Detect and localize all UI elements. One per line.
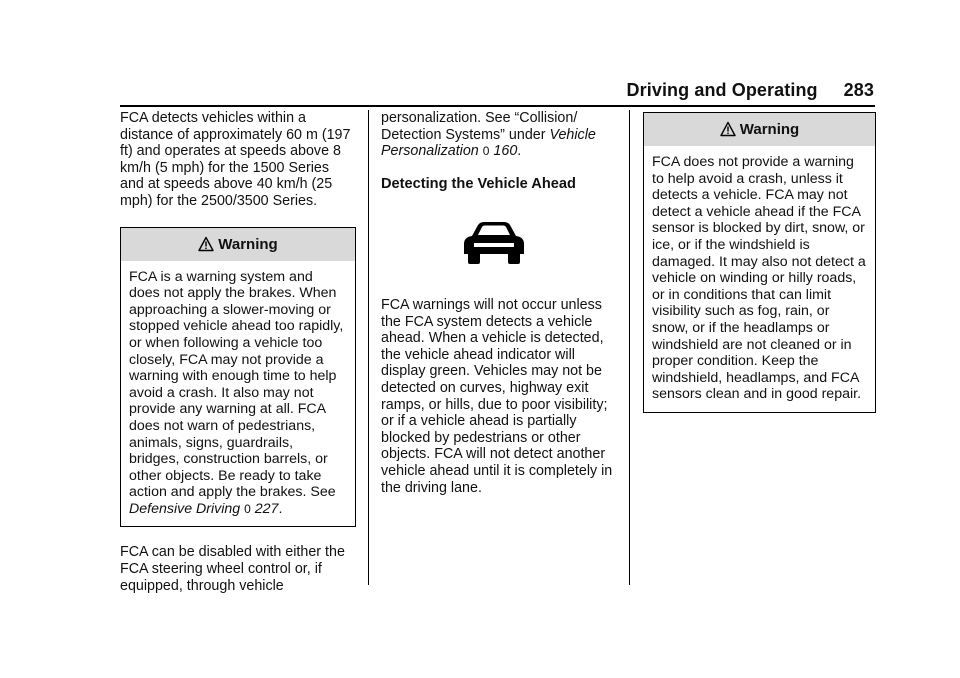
column-2 [381, 110, 617, 496]
header-rule [120, 105, 875, 107]
vehicle-ahead-indicator-icon [458, 220, 530, 266]
column-3 [643, 110, 876, 413]
cross-reference-link[interactable]: Vehicle Personalization 0 160 [381, 126, 596, 160]
warning-title: Warning [218, 235, 278, 253]
detection-paragraph: FCA warnings will not occur unless the FCA system detects a vehicle ahead. When a vehicle is detected, the vehicle ahead indicator will display green. Vehicles may not be detected on curves, highway exit ramps, or hills, due to poor visibility; or if a vehicle ahead is partially blocked by pedestrians or other objects. FCA will not detect another vehicle ahead until it is completely in the driving lane. [381, 296, 613, 496]
warning-title: Warning [739, 121, 800, 138]
page-ref-arrow-icon: 0 [482, 144, 490, 159]
warning-header [121, 228, 355, 261]
column-divider [368, 110, 369, 585]
warning-triangle-icon [198, 236, 214, 252]
column-divider [629, 110, 630, 585]
cross-reference-link[interactable]: Defensive Driving 0 227 [129, 500, 279, 517]
column-1 [120, 110, 356, 594]
fca-range-paragraph: FCA detects vehicles within a distance of approximately 60 m (197 ft) and operates at speeds above 8 km/h (5 mph) for the 1500 Series and at speeds above 40 km/h (25 mph) for the 2500/3500 Series. [120, 110, 351, 209]
page-number: 283 [843, 80, 874, 100]
page-header [627, 80, 874, 101]
warning-text: FCA does not provide a warning to help avoid a crash, unless it detects a vehicle. FCA may not detect a vehicle ahead if the FCA sensor is blocked by dirt, snow, or ice, or if the windshield is damaged. It may also not detect a vehicle on winding or hilly roads, or in conditions that can limit visibility such as fog, rain, or snow, or if the headlamps or windshield are not cleaned or in proper condition. Keep the windshield, headlamps, and FCA sensors clean and in good repair. [652, 154, 866, 403]
page-ref-arrow-icon: 0 [244, 501, 251, 516]
warning-header [644, 113, 875, 146]
section-title: Driving and Operating [626, 80, 818, 100]
fca-disable-paragraph: FCA can be disabled with either the FCA steering wheel control or, if equipped, through vehicle [120, 544, 345, 594]
warning-box [643, 112, 876, 413]
personalization-paragraph: personalization. See “Collision/ Detection Systems” under Vehicle Personalization 0 160. [381, 110, 596, 160]
warning-text: FCA is a warning system and does not apply the brakes. When approaching a slower-moving or stopped vehicle ahead too rapidly, or when following a vehicle too closely, FCA may not provide a warning with enough time to help avoid a crash. It also may not provide any warning at all. FCA does not warn of pedestrians, animals, signs, guardrails, bridges, construction barrels, or other objects. Be ready to take action and apply the brakes. See Defensive Driving 0 227. [129, 268, 344, 517]
section-heading: Detecting the Vehicle Ahead [381, 175, 576, 192]
warning-triangle-icon [720, 121, 736, 137]
warning-box [120, 227, 356, 528]
